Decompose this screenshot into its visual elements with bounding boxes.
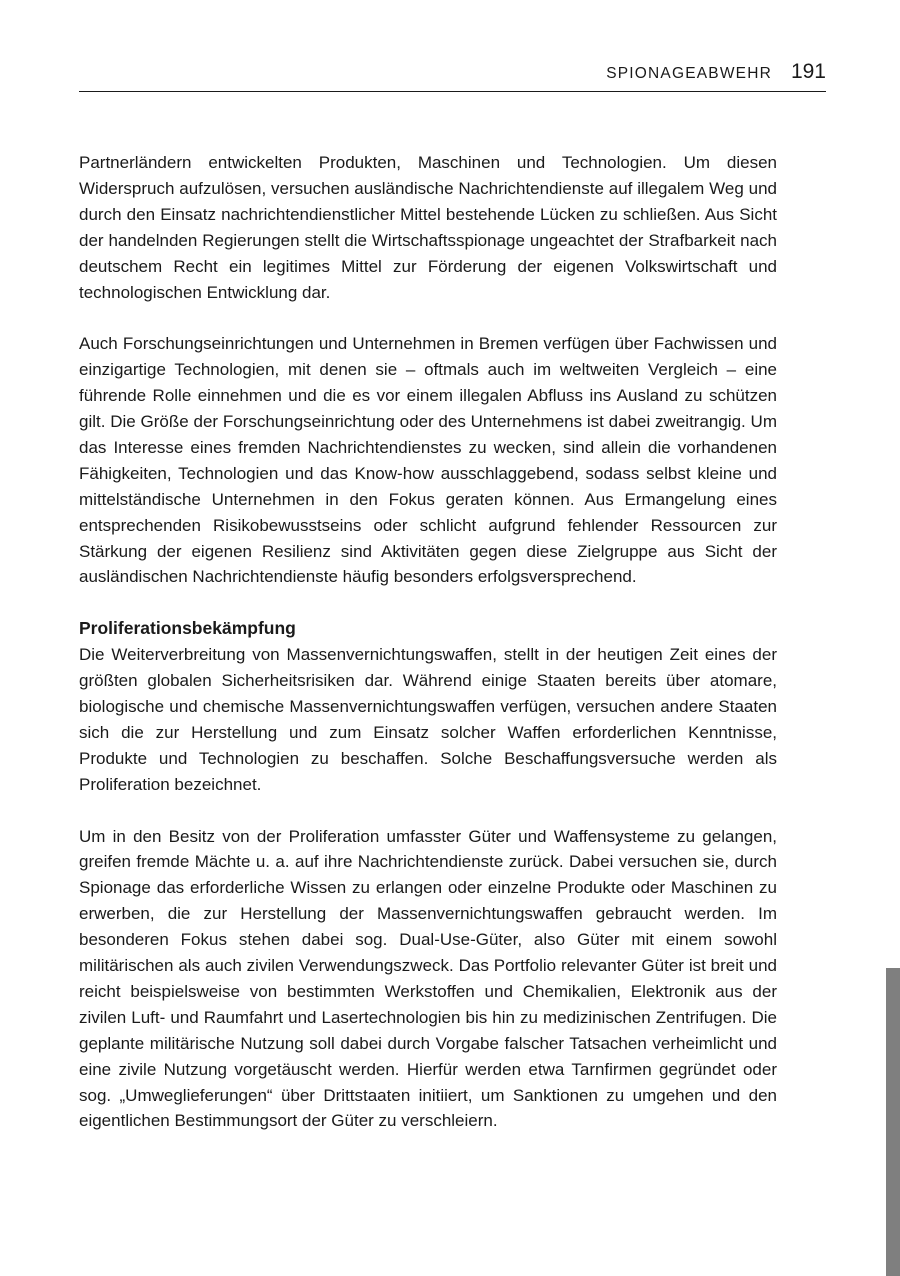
paragraph-1: Partnerländern entwickelten Produkten, Maschinen und Technologien. Um diesen Widerspruch aufzulösen, versuchen ausländische Nachrichtendienste auf illegalem Weg und durch den Einsatz nachrichtendienstlicher Mittel bestehende Lücken zu schließen. Aus Sicht der handelnden Regierungen stellt die Wirtschaftsspionage ungeachtet der Strafbarkeit nach deutschem Recht ein legitimes Mittel zur Förderung der eigenen Volkswirtschaft und technologischen Entwicklung dar. bbox=[79, 153, 777, 302]
running-header bbox=[79, 58, 826, 92]
body-text bbox=[79, 150, 777, 1134]
chapter-thumb-tab bbox=[886, 968, 900, 1276]
paragraph-2: Auch Forschungseinrichtungen und Unternehmen in Bremen verfügen über Fachwissen und einzigartige Technologien, mit denen sie – oftmals auch im weltweiten Vergleich – eine führende Rolle einnehmen und die es vor einem illegalen Abfluss ins Ausland zu schützen gilt. Die Größe der Forschungseinrichtung oder des Unternehmens ist dabei zweitrangig. Um das Interesse eines fremden Nachrichtendienstes zu wecken, sind allein die vorhandenen Fähigkeiten, Technologien und das Know-how ausschlaggebend, sodass selbst kleine und mittelständische Unternehmen in den Fokus geraten können. Aus Ermangelung eines entsprechenden Risikobewusstseins oder schlicht aufgrund fehlender Ressourcen zur Stärkung der eigenen Resilienz sind Aktivitäten gegen diese Zielgruppe aus Sicht der ausländischen Nachrichtendienste häufig besonders erfolgsversprechend. bbox=[79, 334, 777, 587]
paragraph-4: Um in den Besitz von der Proliferation umfasster Güter und Waffensysteme zu gelangen, greifen fremde Mächte u. a. auf ihre Nachrichtendienste zurück. Dabei versuchen sie, durch Spionage das erforderliche Wissen zu erlangen oder einzelne Produkte oder Maschinen zu erwerben, die zur Herstellung der Massenvernichtungswaffen gebraucht werden. Im besonderen Fokus stehen dabei sog. Dual-Use-Güter, also Güter mit einem sowohl militärischen als auch zivilen Verwendungszweck. Das Portfolio relevanter Güter ist breit und reicht beispielsweise von bestimmten Werkstoffen und Chemikalien, Elektronik aus der zivilen Luft- und Raumfahrt und Lasertechnologien bis hin zu medizinischen Zentrifugen. Die geplante militärische Nutzung soll dabei durch Vorgabe falscher Tatsachen verheimlicht und eine zivile Nutzung vorgetäuscht werden. Hierfür werden etwa Tarnfirmen gegründet oder sog. „Umweglieferungen“ über Drittstaaten initiiert, um Sanktionen zu umgehen und den eigentlichen Bestimmungsort der Güter zu verschleiern. bbox=[79, 826, 777, 1131]
section-heading: Proliferationsbekämpfung bbox=[79, 618, 296, 639]
section-title: SPIONAGEABWEHR bbox=[606, 65, 772, 82]
page-number: 191 bbox=[790, 60, 826, 83]
paragraph-3: Die Weiterverbreitung von Massenvernichtungswaffen, stellt in der heutigen Zeit eines der größten globalen Sicherheitsrisiken dar. Während einige Staaten bereits über atomare, biologische und chemische Massenvernichtungswaffen verfügen, versuchen andere Staaten sich die zur Herstellung und zum Einsatz solcher Waffen erforderlichen Kenntnisse, Produkte und Technologien zu beschaffen. Solche Beschaffungsversuche werden als Proliferation bezeichnet. bbox=[79, 645, 777, 794]
